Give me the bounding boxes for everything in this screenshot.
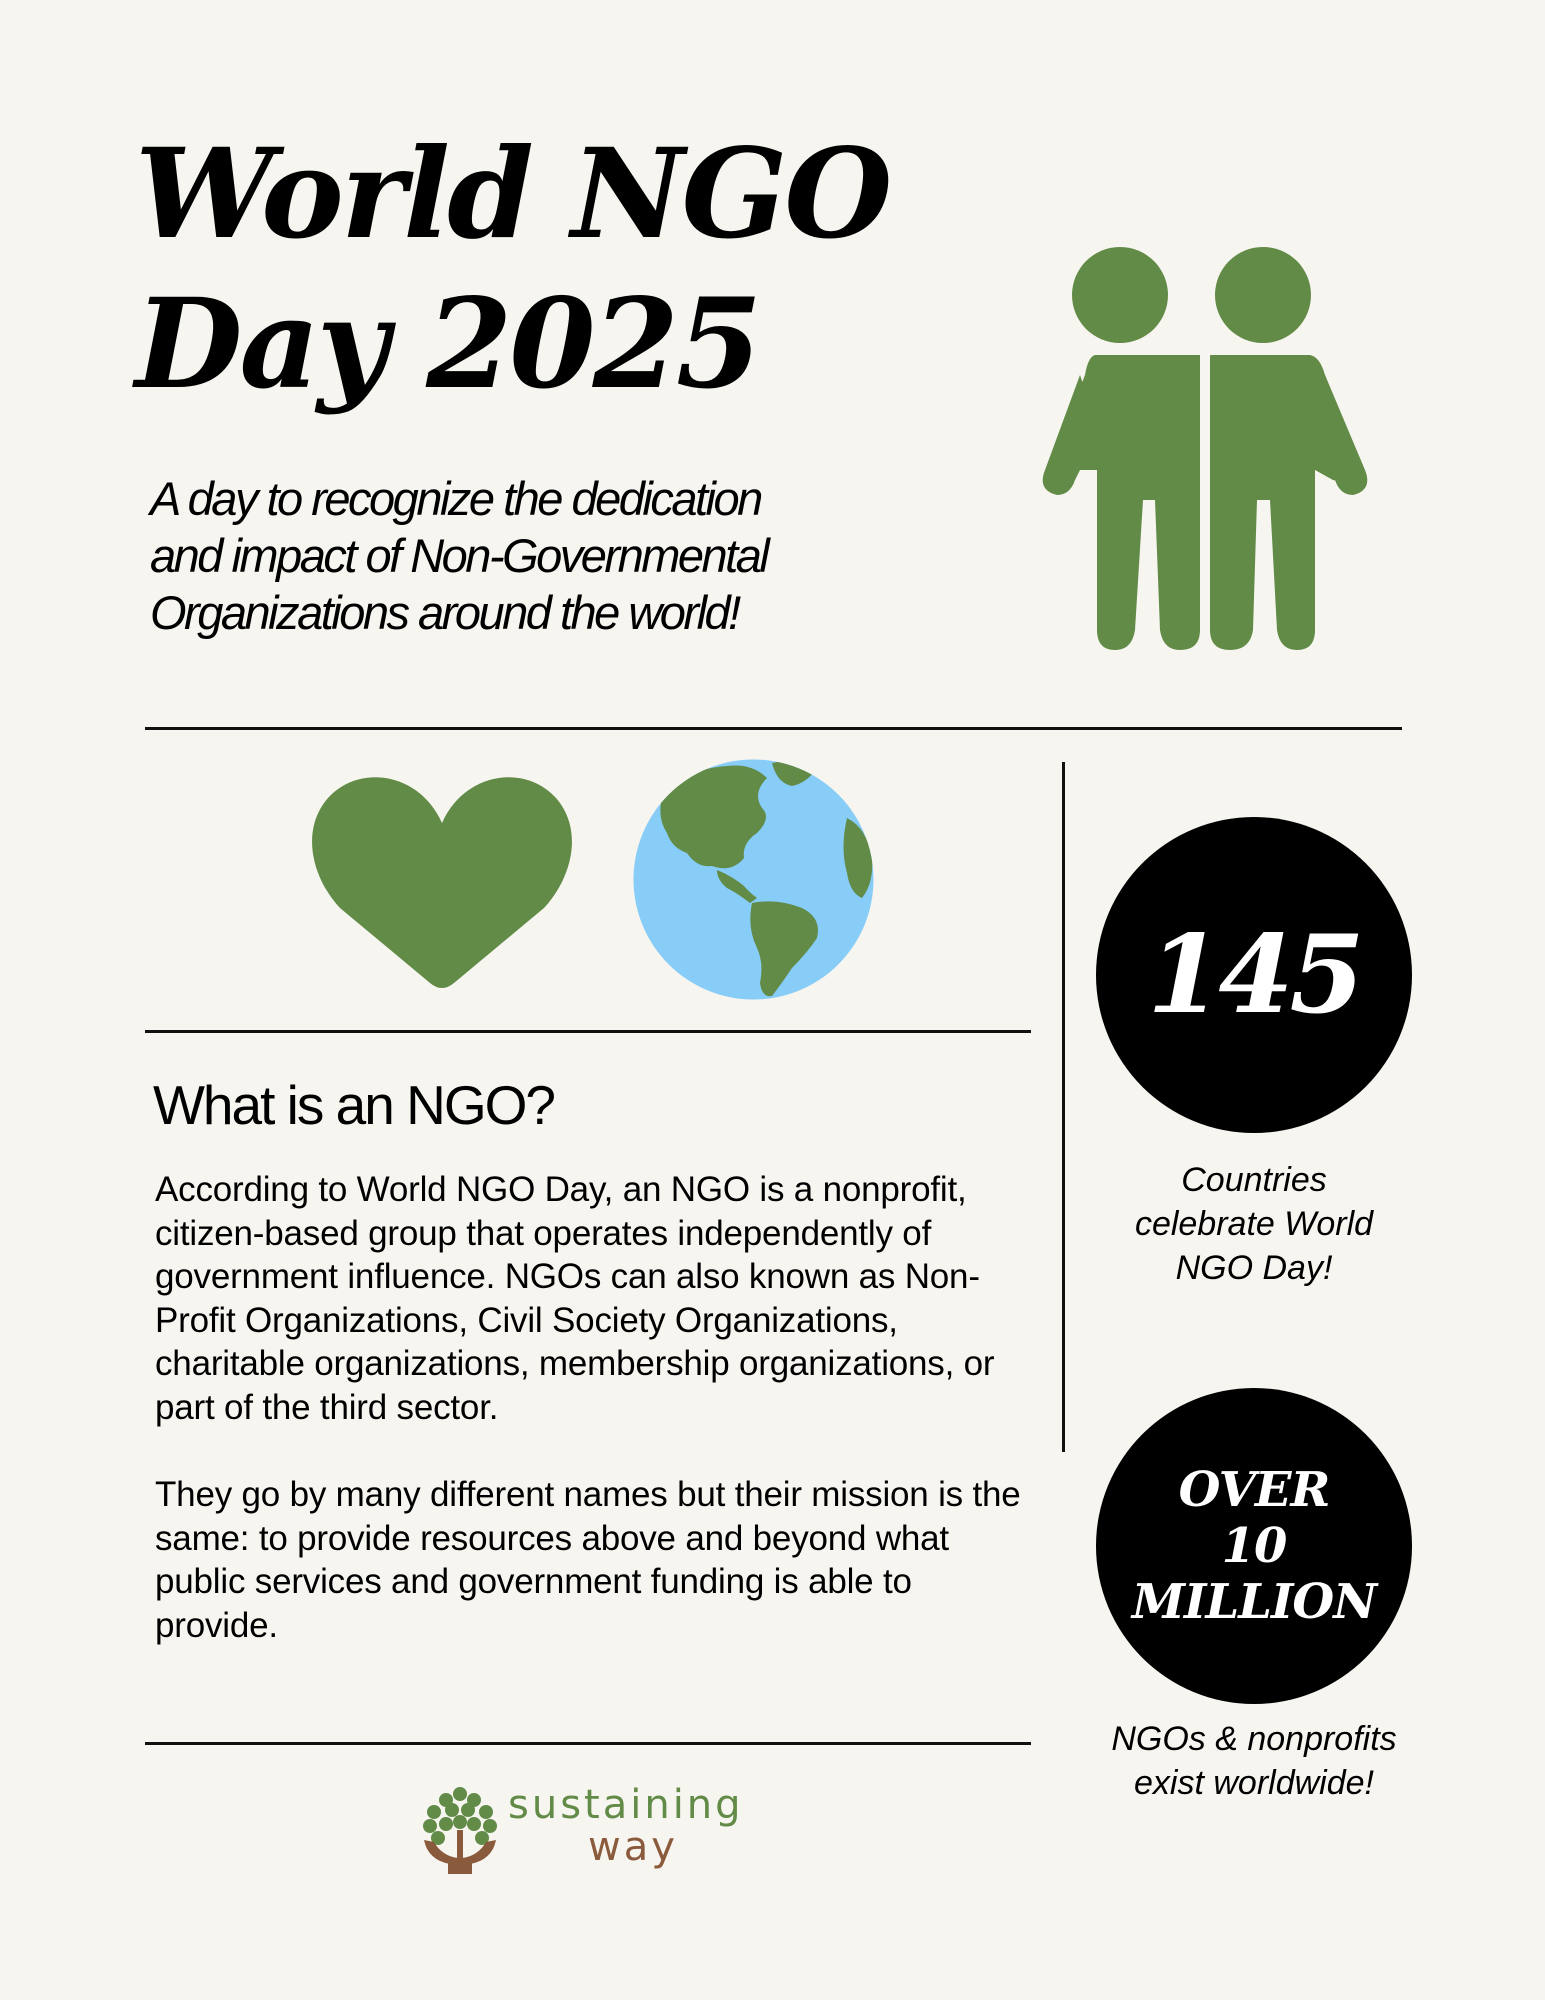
logo-word-2: way (588, 1824, 678, 1870)
stat-countries-caption-line-3: NGO Day! (1175, 1249, 1333, 1287)
stat-ngos-line-2: 10 (1221, 1518, 1287, 1574)
logo-word-1: sustaining (508, 1782, 744, 1828)
stat-ngos-caption-line-1: NGOs & nonprofits (1111, 1720, 1397, 1758)
stat-ngos-caption-line-2: exist worldwide! (1134, 1764, 1374, 1802)
title-line-1: World NGO (135, 122, 890, 267)
paragraph-1: According to World NGO Day, an NGO is a nonprofit, citizen-based group that operates independently of government influence. NGOs can also known as Non-Profit Organizations, Civil Society Organizations, charitable organizations, membership organizations, or part of the third sector. (155, 1170, 995, 1427)
title-line-2: Day 2025 (135, 272, 760, 417)
stat-ngos-line-3: MILLION (1131, 1574, 1377, 1630)
subtitle-line-2: and impact of Non-Governmental (150, 529, 768, 582)
two-people-icon (1025, 245, 1385, 655)
stat-circle-ngos (1096, 1388, 1412, 1704)
section-body (155, 1168, 1035, 1691)
sustaining-way-logo (420, 1782, 780, 1882)
stat-countries-value: 145 (1147, 912, 1361, 1038)
page-title (135, 120, 1135, 420)
subtitle-line-1: A day to recognize the dedication (150, 472, 761, 525)
subtitle (150, 470, 930, 641)
globe-icon (632, 758, 875, 1001)
stat-ngos-caption (1089, 1717, 1419, 1805)
stat-circle-countries (1096, 817, 1412, 1133)
divider-bottom (145, 1742, 1031, 1745)
divider-middle (145, 1030, 1031, 1033)
heart-icon (310, 768, 575, 990)
divider-top (145, 727, 1402, 730)
tree-hands-icon (420, 1782, 500, 1877)
stat-countries-caption (1089, 1158, 1419, 1290)
stat-countries-caption-line-1: Countries (1181, 1161, 1327, 1199)
paragraph-2: They go by many different names but their mission is the same: to provide resources above and beyond what public services and government funding is able to provide. (155, 1475, 1021, 1645)
section-title: What is an NGO? (153, 1074, 554, 1136)
stat-ngos-line-1: OVER (1178, 1462, 1330, 1518)
stat-countries-caption-line-2: celebrate World (1134, 1205, 1374, 1243)
divider-vertical (1062, 762, 1065, 1452)
subtitle-line-3: Organizations around the world! (150, 586, 739, 639)
